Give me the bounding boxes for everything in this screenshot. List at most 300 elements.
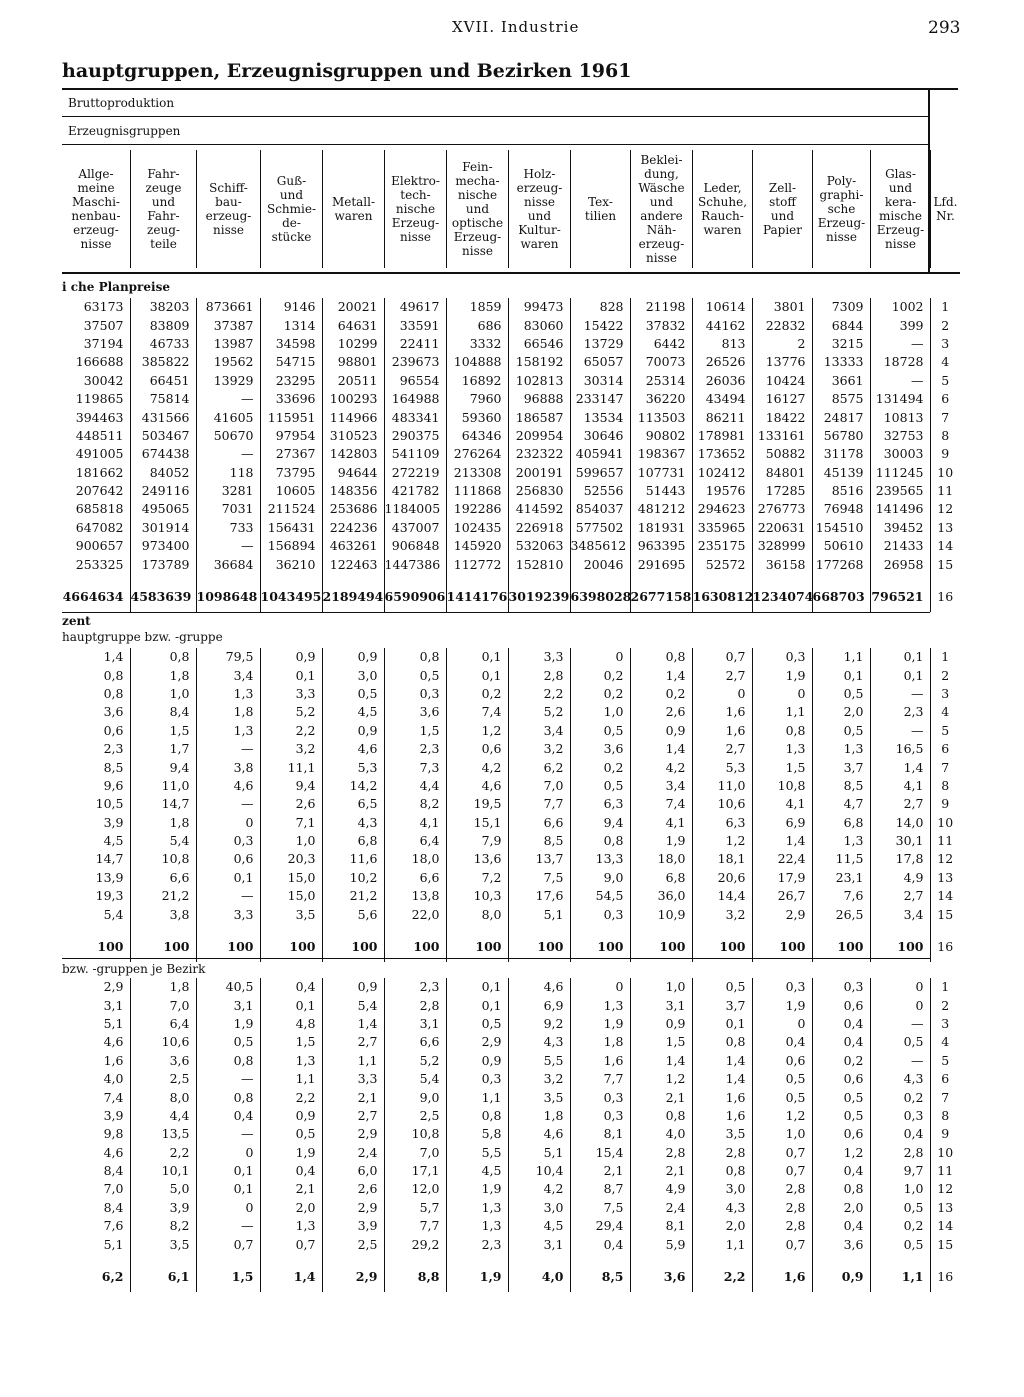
table-cell: 6442 [630, 335, 692, 353]
table-cell: 1184005 [384, 500, 446, 518]
table-cell: 30314 [570, 372, 630, 390]
table-row [62, 1033, 960, 1051]
table-cell: 0,8 [384, 648, 446, 666]
table-cell: 10,9 [630, 905, 692, 923]
table-cell: 7,4 [630, 795, 692, 813]
table-cell: 6,8 [630, 869, 692, 887]
table-cell: 7,4 [446, 703, 508, 721]
table-cell: 66451 [130, 372, 196, 390]
table-cell: 36158 [752, 555, 812, 573]
table-cell: 0,9 [260, 648, 322, 666]
table-cell: 6,4 [384, 832, 446, 850]
table-cell: 5,1 [103, 1015, 124, 1031]
table-cell: 2,7 [692, 666, 752, 684]
table-cell: 0,8 [752, 722, 812, 740]
table-cell: 0,4 [196, 1107, 260, 1125]
table-cell: 2,1 [260, 1180, 322, 1198]
table-cell: 900657 [75, 538, 124, 554]
table-cell: 0,5 [752, 1088, 812, 1106]
total-row [62, 574, 960, 612]
table-cell: 118 [196, 464, 260, 482]
table-cell: 1,4 [630, 666, 692, 684]
table-cell: 2,9 [322, 1254, 384, 1292]
table-cell: 1,8 [130, 978, 196, 996]
table-cell: 6590906 [384, 574, 446, 612]
table-cell: 148356 [322, 482, 384, 500]
table-cell: 207642 [75, 483, 124, 499]
table-cell: 2,8 [752, 1217, 812, 1235]
table-cell: 1,3 [446, 1217, 508, 1235]
table-cell: 209954 [508, 427, 570, 445]
table-cell: 1,9 [570, 1015, 630, 1033]
table-cell: 272219 [384, 464, 446, 482]
table-cell: 1,1 [446, 1088, 508, 1106]
table-cell: 3,6 [570, 740, 630, 758]
table-cell: 156894 [260, 537, 322, 555]
row-number: 9 [930, 445, 960, 463]
column-header [446, 150, 508, 268]
table-row [62, 703, 960, 721]
table-cell: 5,4 [103, 906, 124, 922]
table-cell: 2,3 [384, 740, 446, 758]
table-cell: 181662 [75, 464, 124, 480]
row-number: 10 [930, 1144, 960, 1162]
table-cell: 83809 [130, 316, 196, 334]
table-cell: 253325 [75, 556, 124, 572]
table-cell: 7031 [196, 500, 260, 518]
table-row [62, 685, 960, 703]
table-cell: 4664634 [62, 588, 124, 604]
table-cell: 4,6 [322, 740, 384, 758]
table-cell: 56780 [812, 427, 870, 445]
table-cell: 13,7 [508, 850, 570, 868]
table-cell: 40,5 [196, 978, 260, 996]
table-cell: 0,5 [870, 1033, 930, 1051]
table-row [62, 887, 960, 905]
table-cell: 64346 [446, 427, 508, 445]
table-cell: 7,9 [446, 832, 508, 850]
table-cell: 233147 [570, 390, 630, 408]
table-cell: 2,0 [260, 1199, 322, 1217]
table-row [62, 1162, 960, 1180]
table-cell: 0,8 [103, 667, 124, 683]
table-cell: 98801 [322, 353, 384, 371]
table-cell: 1,5 [630, 1033, 692, 1051]
table-cell: 3,1 [103, 997, 124, 1013]
table-cell: 2,8 [752, 1180, 812, 1198]
row-number: 10 [930, 464, 960, 482]
table-cell: 39452 [870, 519, 930, 537]
table-cell: 10299 [322, 335, 384, 353]
table-cell: 3801 [752, 298, 812, 316]
column-header [322, 150, 384, 268]
table-cell: 4,4 [384, 777, 446, 795]
table-cell: 8,0 [130, 1088, 196, 1106]
table-cell: 0,6 [812, 1070, 870, 1088]
table-cell: 1,1 [260, 1070, 322, 1088]
table-cell: 75814 [130, 390, 196, 408]
row-number: 1 [930, 298, 960, 316]
table-cell: 2,9 [752, 905, 812, 923]
table-cell: 0,3 [570, 1107, 630, 1125]
table-cell: 10,3 [446, 887, 508, 905]
table-cell: 36,0 [630, 887, 692, 905]
table-cell: 3,4 [196, 666, 260, 684]
table-cell: 8,4 [103, 1163, 124, 1179]
row-number: 8 [930, 427, 960, 445]
table-cell: 2,2 [692, 1254, 752, 1292]
table-cell: 0,7 [752, 1144, 812, 1162]
table-cell: 26,7 [752, 887, 812, 905]
table-cell: 290375 [384, 427, 446, 445]
table-cell: 18422 [752, 408, 812, 426]
rule [62, 144, 928, 145]
table-cell: 115951 [260, 408, 322, 426]
table-cell: 8,5 [103, 759, 124, 775]
table-cell: 3,2 [508, 740, 570, 758]
table-cell: 142803 [322, 445, 384, 463]
table-cell: 7,1 [260, 814, 322, 832]
table-cell: 796521 [870, 574, 930, 612]
column-header-text: Allge- meine Maschi- nenbau- erzeug- nisse [71, 167, 121, 251]
table-row [62, 832, 960, 850]
table-cell: 2,7 [692, 740, 752, 758]
table-cell: 102412 [692, 464, 752, 482]
table-cell: 5,3 [692, 758, 752, 776]
table-cell: 52572 [692, 555, 752, 573]
table-cell: 0,3 [812, 978, 870, 996]
table-cell: 0,7 [752, 1235, 812, 1253]
table-cell: 328999 [752, 537, 812, 555]
table-cell: 5,8 [446, 1125, 508, 1143]
table-cell: 0,2 [570, 685, 630, 703]
table-cell: 301914 [130, 519, 196, 537]
table-cell: 10,8 [130, 850, 196, 868]
table-cell: 26958 [870, 555, 930, 573]
table-cell: 36220 [630, 390, 692, 408]
table-cell: 9,0 [570, 869, 630, 887]
table-cell: 1859 [446, 298, 508, 316]
table-cell: — [870, 685, 930, 703]
table-cell: 3,3 [508, 648, 570, 666]
table-cell: 491005 [75, 446, 124, 462]
table-cell: — [196, 1070, 260, 1088]
table-cell: 6,6 [508, 814, 570, 832]
header-rule [62, 272, 960, 274]
table-cell: 1,8 [196, 703, 260, 721]
table-cell: — [196, 1125, 260, 1143]
table-cell: 4,2 [446, 758, 508, 776]
table-cell: 13534 [570, 408, 630, 426]
table-cell: 8,8 [384, 1254, 446, 1292]
table-cell: 310523 [322, 427, 384, 445]
table-row [62, 814, 960, 832]
rule [62, 116, 928, 117]
table-cell: 0,9 [322, 722, 384, 740]
table-cell: 7,5 [570, 1199, 630, 1217]
table-cell: 23,1 [812, 869, 870, 887]
table-cell: 1,4 [322, 1015, 384, 1033]
table-cell: 2,5 [130, 1070, 196, 1088]
table-cell: 2,8 [692, 1144, 752, 1162]
table-cell: 12,0 [384, 1180, 446, 1198]
table-cell: 235175 [692, 537, 752, 555]
table-cell: 3,0 [692, 1180, 752, 1198]
table-cell: 1,4 [630, 1052, 692, 1070]
table-cell: 394463 [75, 409, 124, 425]
table-cell: 9,8 [103, 1126, 124, 1142]
row-number: 14 [930, 887, 960, 905]
table-cell: 0,8 [812, 1180, 870, 1198]
table-cell: 1,1 [812, 648, 870, 666]
table-row [62, 1052, 960, 1070]
table-cell: 10,6 [130, 1033, 196, 1051]
table-cell: 3,7 [812, 758, 870, 776]
table-cell: 158192 [508, 353, 570, 371]
table-cell: 43494 [692, 390, 752, 408]
table-cell: 239673 [384, 353, 446, 371]
page-number: 293 [928, 18, 961, 38]
table-cell: 7,7 [384, 1217, 446, 1235]
table-cell: 100 [384, 924, 446, 962]
table-cell: 226918 [508, 519, 570, 537]
table-cell: 599657 [570, 464, 630, 482]
table-cell: 3,4 [630, 777, 692, 795]
table-cell: 173652 [692, 445, 752, 463]
table-cell: 16892 [446, 372, 508, 390]
table-cell: 1,4 [630, 740, 692, 758]
table-cell: 181931 [630, 519, 692, 537]
column-header [870, 150, 930, 268]
table-cell: 2,1 [630, 1162, 692, 1180]
table-cell: 0,5 [446, 1015, 508, 1033]
table-cell: 0,3 [384, 685, 446, 703]
column-header [752, 150, 812, 268]
table-cell: 4,5 [322, 703, 384, 721]
table-cell: 9,6 [103, 777, 124, 793]
table-cell: 192286 [446, 500, 508, 518]
table-cell: 20,6 [692, 869, 752, 887]
table-cell: 7960 [446, 390, 508, 408]
table-cell: 2,2 [130, 1144, 196, 1162]
table-cell: 2,8 [384, 996, 446, 1014]
table-cell: 84052 [130, 464, 196, 482]
table-cell: 5,4 [130, 832, 196, 850]
table-cell: 102813 [508, 372, 570, 390]
table-cell: 200191 [508, 464, 570, 482]
table-cell: 100293 [322, 390, 384, 408]
table-row [62, 390, 960, 408]
column-header-text: Guß- und Schmie- de- stücke [266, 174, 317, 244]
table-cell: 577502 [570, 519, 630, 537]
table-cell: 0 [692, 685, 752, 703]
column-header-text: Elektro- tech- nische Erzeug- nisse [391, 174, 440, 244]
row-number: 7 [930, 758, 960, 776]
table-cell: 5,2 [384, 1052, 446, 1070]
table-cell: 0,2 [870, 1217, 930, 1235]
table-row [62, 555, 960, 573]
table-cell: 11,1 [260, 758, 322, 776]
table-row [62, 427, 960, 445]
table-cell: 3,9 [103, 1107, 124, 1123]
table-cell: 3,5 [130, 1235, 196, 1253]
table-cell: 211524 [260, 500, 322, 518]
table-cell: 3019239 [508, 574, 570, 612]
table-cell: 1,8 [130, 814, 196, 832]
column-header-text: Leder, Schuhe, Rauch- waren [697, 181, 748, 237]
table-cell: 100 [97, 938, 124, 954]
table-cell: 4,2 [630, 758, 692, 776]
table-cell: 102435 [446, 519, 508, 537]
table-cell: 37194 [83, 335, 124, 351]
table-cell: 1,6 [752, 1254, 812, 1292]
table-cell: 220631 [752, 519, 812, 537]
table-cell: 3,6 [103, 704, 124, 720]
table-cell: 2,1 [630, 1088, 692, 1106]
table-cell: 3,1 [196, 996, 260, 1014]
table-cell: 32753 [870, 427, 930, 445]
row-number: 8 [930, 777, 960, 795]
table-cell: 18728 [870, 353, 930, 371]
table-cell: 0,1 [446, 666, 508, 684]
table-cell: 0,3 [752, 978, 812, 996]
table-cell: 1,6 [570, 1052, 630, 1070]
table-cell: 1,8 [570, 1033, 630, 1051]
table-cell: 0,8 [630, 648, 692, 666]
table-cell: 8,4 [130, 703, 196, 721]
table-cell: 1043495 [260, 574, 322, 612]
table-cell: 3281 [196, 482, 260, 500]
table-cell: 66546 [508, 335, 570, 353]
table-cell: 9,4 [260, 777, 322, 795]
row-number: 6 [930, 1070, 960, 1088]
table-row [62, 1217, 960, 1235]
table-cell: 3,6 [812, 1235, 870, 1253]
table-cell: 51443 [630, 482, 692, 500]
table-cell: 0,3 [446, 1070, 508, 1088]
table-cell: 31178 [812, 445, 870, 463]
table-cell: 19576 [692, 482, 752, 500]
row-number: 6 [930, 740, 960, 758]
erzeugnisgruppen-label: Erzeugnisgruppen [68, 124, 181, 138]
table-cell: 30042 [83, 372, 124, 388]
table-cell: 22,4 [752, 850, 812, 868]
table-cell: 10614 [692, 298, 752, 316]
table-cell: 2,8 [870, 1144, 930, 1162]
table-cell: 1,4 [260, 1254, 322, 1292]
row-number: 12 [930, 1180, 960, 1198]
table-cell: 1,3 [570, 996, 630, 1014]
table-cell: 0,4 [812, 1162, 870, 1180]
table-cell: 2189494 [322, 574, 384, 612]
table-cell: 0,5 [812, 685, 870, 703]
table-cell: 7,7 [570, 1070, 630, 1088]
table-cell: 0,7 [692, 648, 752, 666]
table-cell: — [196, 887, 260, 905]
column-header-text: Poly- graphi- sche Erzeug- nisse [817, 174, 866, 244]
table-cell: 1,9 [446, 1180, 508, 1198]
table-cell: 97954 [260, 427, 322, 445]
table-cell: 7,0 [384, 1144, 446, 1162]
table-cell: 4,1 [752, 795, 812, 813]
table-cell: 0,6 [103, 722, 124, 738]
table-cell: 26,5 [812, 905, 870, 923]
table-cell: 14,4 [692, 887, 752, 905]
table-cell: 0 [570, 978, 630, 996]
table-cell: 1,5 [260, 1033, 322, 1051]
table-cell: 15422 [570, 316, 630, 334]
table-cell: 4,2 [508, 1180, 570, 1198]
table-cell: 54715 [260, 353, 322, 371]
table-cell: 141496 [870, 500, 930, 518]
table-cell: 10,8 [752, 777, 812, 795]
table-cell: 96554 [384, 372, 446, 390]
table-cell: 100 [752, 924, 812, 962]
table-cell: 1,7 [130, 740, 196, 758]
table-row [62, 850, 960, 868]
table-cell: 0,4 [812, 1033, 870, 1051]
table-cell: 0,3 [570, 1088, 630, 1106]
table-cell: 2,8 [630, 1144, 692, 1162]
table-cell: 0,8 [692, 1033, 752, 1051]
table-cell: 13,3 [570, 850, 630, 868]
table-cell: 1,6 [103, 1052, 124, 1068]
table-cell: 2,3 [870, 703, 930, 721]
table-cell: 7,6 [812, 887, 870, 905]
table-cell: 21433 [870, 537, 930, 555]
table-cell: 154510 [812, 519, 870, 537]
table-cell: 1,0 [630, 978, 692, 996]
table-cell: 431566 [130, 408, 196, 426]
table-cell: 11,6 [322, 850, 384, 868]
table-cell: — [196, 740, 260, 758]
table-cell: 14,7 [130, 795, 196, 813]
table-row [62, 1235, 960, 1253]
table-cell: 1,9 [260, 1144, 322, 1162]
column-header [62, 150, 130, 268]
table-cell: 10,4 [508, 1162, 570, 1180]
table-row [62, 758, 960, 776]
table-cell: 1,2 [630, 1070, 692, 1088]
table-cell: 0,5 [812, 1088, 870, 1106]
row-number: 9 [930, 795, 960, 813]
table-cell: 6,6 [384, 869, 446, 887]
table-cell: 1,1 [692, 1235, 752, 1253]
table-cell: 94644 [322, 464, 384, 482]
table-cell: 1,2 [446, 722, 508, 740]
table-cell: 1,0 [870, 1180, 930, 1198]
table-cell: 18,0 [384, 850, 446, 868]
table-cell: 0 [196, 1199, 260, 1217]
table-cell: 4,5 [446, 1162, 508, 1180]
rule [62, 612, 930, 613]
table-cell: 0,5 [870, 1235, 930, 1253]
table-cell: 4,6 [446, 777, 508, 795]
row-number: 4 [930, 353, 960, 371]
table-cell: 3,5 [692, 1125, 752, 1143]
table-cell: 0,4 [870, 1125, 930, 1143]
table-cell: 41605 [196, 408, 260, 426]
row-number: 11 [930, 1162, 960, 1180]
table-cell: 1,1 [322, 1052, 384, 1070]
table-cell: — [196, 390, 260, 408]
table-cell: 0,5 [196, 1033, 260, 1051]
row-number: 2 [930, 316, 960, 334]
bruttoproduktion-label: Bruttoproduktion [68, 96, 175, 110]
table-cell: 1,0 [130, 685, 196, 703]
table-cell: 6,3 [692, 814, 752, 832]
table-cell: 3661 [812, 372, 870, 390]
